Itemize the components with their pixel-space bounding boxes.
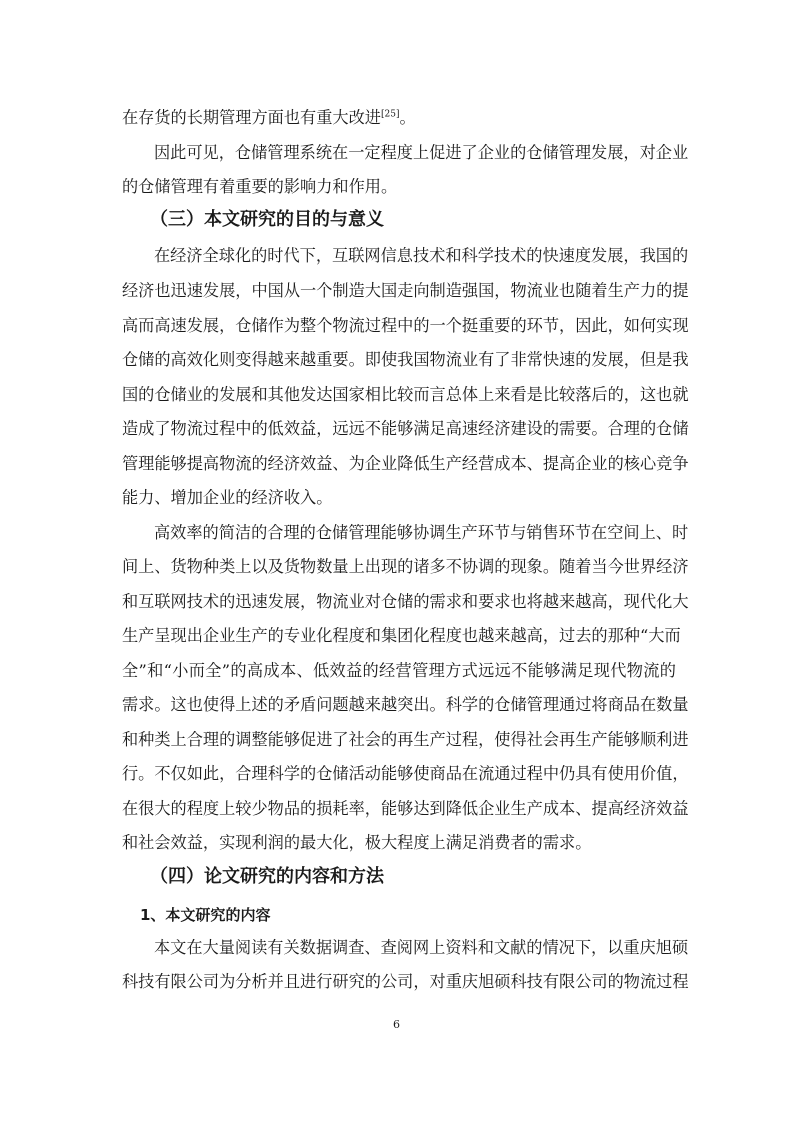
text-span: 。 bbox=[399, 108, 416, 127]
paragraph-line: 管理能够提高物流的经济效益、为企业降低生产经营成本、提高企业的核心竞争 bbox=[122, 454, 689, 473]
paragraph-line: 和种类上合理的调整能够促进了社会的再生产过程，使得社会再生产能够顺利进 bbox=[122, 730, 689, 749]
paragraph-line: 间上、货物种类上以及货物数量上出现的诸多不协调的现象。随着当今世界经济 bbox=[122, 557, 689, 576]
paragraph-line: 科技有限公司为分析并且进行研究的公司，对重庆旭硕科技有限公司的物流过程 bbox=[122, 972, 689, 991]
paragraph-line: 和社会效益，实现利润的最大化，极大程度上满足消费者的需求。 bbox=[122, 833, 592, 852]
page-number: 6 bbox=[393, 1018, 400, 1031]
paragraph-line: 国的仓储业的发展和其他发达国家相比较而言总体上来看是比较落后的，这也就 bbox=[122, 385, 689, 404]
paragraph-line: 高而高速发展，仓储作为整个物流过程中的一个挺重要的环节，因此，如何实现 bbox=[122, 316, 689, 335]
paragraph-line: 仓储的高效化则变得越来越重要。即使我国物流业有了非常快速的发展，但是我 bbox=[122, 350, 689, 369]
paragraph-line: 在经济全球化的时代下，互联网信息技术和科学技术的快速度发展，我国的 bbox=[154, 246, 689, 265]
paragraph-line: 高效率的简洁的合理的仓储管理能够协调生产环节与销售环节在空间上、时 bbox=[154, 523, 689, 542]
paragraph-line: 的仓储管理有着重要的影响力和作用。 bbox=[122, 177, 398, 196]
paragraph-line: 造成了物流过程中的低效益，远远不能够满足高速经济建设的需要。合理的仓储 bbox=[122, 419, 689, 438]
paragraph-line: 生产呈现出企业生产的专业化程度和集团化程度也越来越高，过去的那种“大而 bbox=[122, 626, 681, 645]
paragraph-line: 能力、增加企业的经济收入。 bbox=[122, 488, 333, 507]
paragraph-line: 和互联网技术的迅速发展，物流业对仓储的需求和要求也将越来越高，现代化大 bbox=[122, 592, 689, 611]
subsection-heading: 1、本文研究的内容 bbox=[140, 906, 271, 924]
text-span: 在存货的长期管理方面也有重大改进 bbox=[122, 108, 381, 127]
paragraph-line: 经济也迅速发展，中国从一个制造大国走向制造强国，物流业也随着生产力的提 bbox=[122, 281, 689, 300]
paragraph-line: 需求。这也使得上述的矛盾问题越来越突出。科学的仓储管理通过将商品在数量 bbox=[122, 695, 689, 714]
paragraph-line: 全”和“小而全”的高成本、低效益的经营管理方式远远不能够满足现代物流的 bbox=[122, 661, 676, 680]
section-heading: （三）本文研究的目的与意义 bbox=[150, 209, 384, 230]
section-heading: （四）论文研究的内容和方法 bbox=[150, 866, 384, 887]
paragraph-line bbox=[122, 108, 416, 128]
paragraph-line: 因此可见，仓储管理系统在一定程度上促进了企业的仓储管理发展，对企业 bbox=[154, 143, 689, 162]
paragraph-line: 在很大的程度上较少物品的损耗率，能够达到降低企业生产成本、提高经济效益 bbox=[122, 799, 689, 818]
paragraph-line: 行。不仅如此，合理科学的仓储活动能够使商品在流通过程中仍具有使用价值， bbox=[122, 764, 689, 783]
paragraph-line: 本文在大量阅读有关数据调查、查阅网上资料和文献的情况下，以重庆旭硕 bbox=[154, 938, 689, 957]
citation-marker: [25] bbox=[381, 109, 400, 120]
